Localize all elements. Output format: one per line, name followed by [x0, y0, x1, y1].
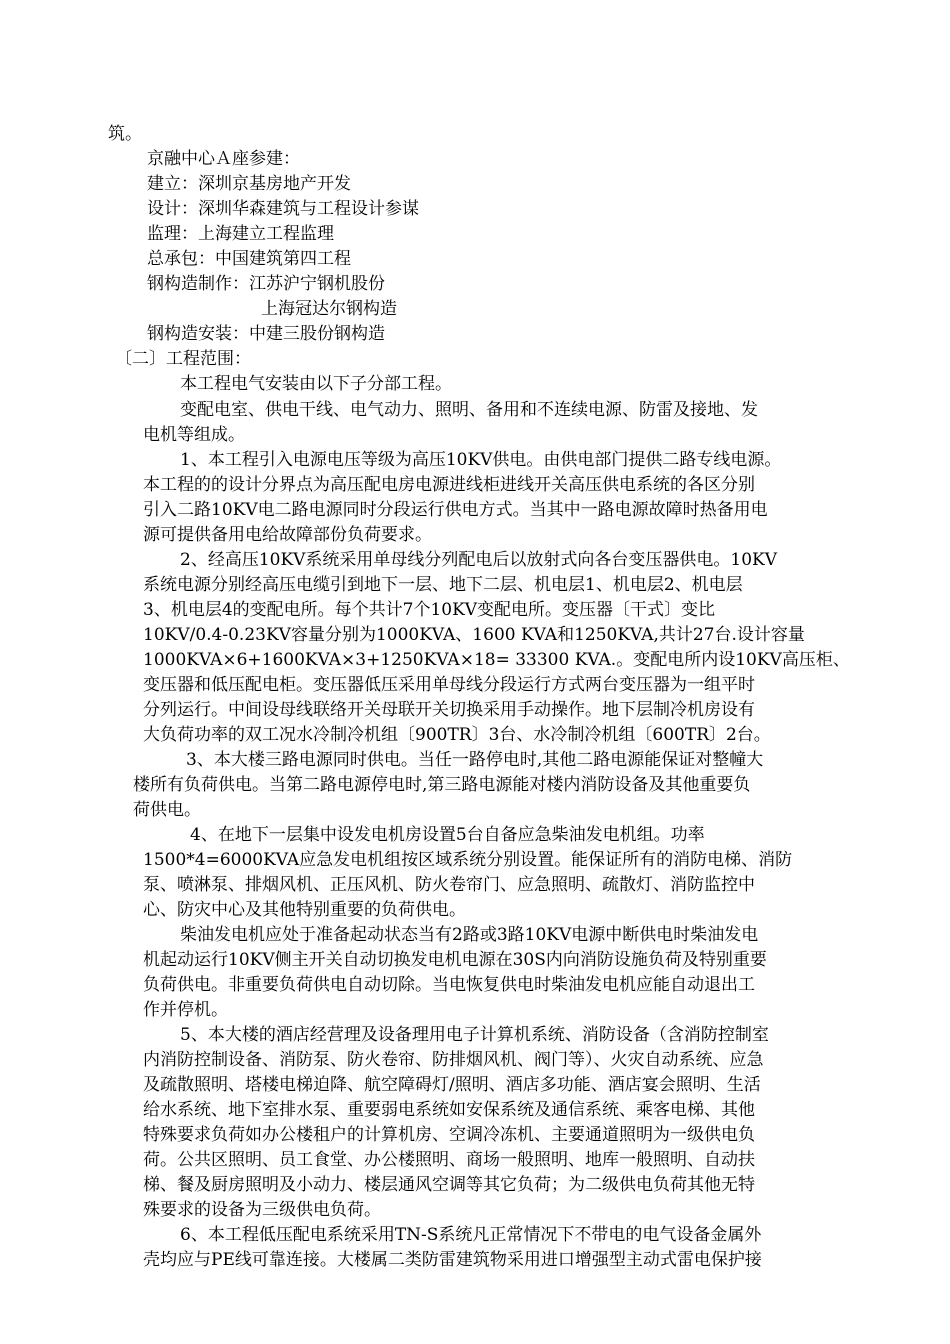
text-line: 5、本大楼的酒店经营理及设备理用电子计算机系统、消防设备（含消防控制室: [180, 1025, 769, 1045]
text-line: 荷。公共区照明、员工食堂、办公楼照明、商场一般照明、地库一般照明、自动扶: [143, 1150, 755, 1170]
text-line: 梯、餐及厨房照明及小动力、楼层通风空调等其它负荷；为二级供电负荷其他无特: [143, 1175, 755, 1195]
text-line: 殊要求的设备为三级供电负荷。: [143, 1200, 381, 1220]
text-line: 筑。: [108, 124, 142, 144]
text-line: 1、本工程引入电源电压等级为高压10KV供电。由供电部门提供二路专线电源。: [180, 450, 782, 470]
section-heading: 〔二〕工程范围：: [115, 349, 251, 369]
text-line: 荷供电。: [133, 800, 201, 820]
text-line: 楼所有负荷供电。当第二路电源停电时,第三路电源能对楼内消防设备及其他重要负: [133, 775, 751, 795]
text-line: 变配电室、供电干线、电气动力、照明、备用和不连续电源、防雷及接地、发: [180, 400, 758, 420]
text-line: 分列运行。中间设母线联络开关母联开关切换采用手动操作。地下层制冷机房设有: [143, 700, 755, 720]
text-line: 6、本工程低压配电系统采用TN-S系统凡正常情况下不带电的电气设备金属外: [180, 1225, 762, 1245]
text-line: 泵、喷淋泵、排烟风机、正压风机、防火卷帘门、应急照明、疏散灯、消防监控中: [143, 875, 755, 895]
text-line: 引入二路10KV电二路电源同时分段运行供电方式。当其中一路电源故障时热备用电: [143, 500, 768, 520]
text-line: 作并停机。: [143, 1000, 228, 1020]
text-line: 特殊要求负荷如办公楼租户的计算机房、空调冷冻机、主要通道照明为一级供电负: [143, 1125, 755, 1145]
text-line: 给水系统、地下室排水泵、重要弱电系统如安保系统及通信系统、乘客电梯、其他: [143, 1100, 755, 1120]
text-line: 内消防控制设备、消防泵、防火卷帘、防排烟风机、阀门等）、火灾自动系统、应急: [143, 1050, 764, 1070]
text-line: 京融中心Ａ座参建：: [147, 149, 300, 169]
text-line: 大负荷功率的双工况水冷制冷机组〔900TR〕3台、水冷制冷机组〔600TR〕2台。: [143, 725, 771, 745]
text-line: 源可提供备用电给故障部份负荷要求。: [143, 525, 432, 545]
text-line: 10KV/0.4-0.23KV容量分别为1000KVA、1600 KVA和1250KVA,共计27台.设计容量: [143, 625, 805, 645]
text-line: 1000KVA×6+1600KVA×3+1250KVA×18= 33300 KVA.。变配电所内设10KV高压柜、: [143, 650, 850, 670]
text-line: 心、防灾中心及其他特别重要的负荷供电。: [143, 900, 466, 920]
text-line: 4、在地下一层集中设发电机房设置5台自备应急柴油发电机组。功率: [190, 825, 705, 845]
text-line: 壳均应与PE线可靠连接。大楼属二类防雷建筑物采用进口增强型主动式雷电保护接: [143, 1250, 762, 1270]
text-line: 及疏散照明、塔楼电梯迫降、航空障碍灯/照明、酒店多功能、酒店宴会照明、生活: [143, 1075, 761, 1095]
text-line: 3、本大楼三路电源同时供电。当任一路停电时,其他二路电源能保证对整幢大: [186, 750, 764, 770]
text-line: 建立：深圳京基房地产开发: [147, 174, 351, 194]
text-line: 机起动运行10KV侧主开关自动切换发电机电源在30S内向消防设施负荷及特别重要: [143, 950, 767, 970]
text-line: 本工程的的设计分界点为高压配电房电源进线柜进线开关高压供电系统的各区分别: [143, 475, 755, 495]
text-line: 本工程电气安装由以下子分部工程。: [180, 374, 452, 394]
text-line: 总承包：中国建筑第四工程: [147, 249, 351, 269]
text-line: 负荷供电。非重要负荷供电自动切除。当电恢复供电时柴油发电机应能自动退出工: [143, 975, 755, 995]
text-line: 电机等组成。: [143, 425, 245, 445]
text-line: 柴油发电机应处于准备起动状态当有2路或3路10KV电源中断供电时柴油发电: [180, 925, 759, 945]
text-line: 监理：上海建立工程监理: [147, 224, 334, 244]
text-line: 3、机电层4的变配电所。每个共计7个10KV变配电所。变压器〔干式〕变比: [143, 600, 716, 620]
text-line: 上海冠达尔钢构造: [261, 299, 397, 319]
text-line: 1500*4=6000KVA应急发电机组按区域系统分别设置。能保证所有的消防电梯、消防: [143, 850, 793, 870]
text-line: 设计：深圳华森建筑与工程设计参谋: [147, 199, 419, 219]
text-line: 系统电源分别经高压电缆引到地下一层、地下二层、机电层1、机电层2、机电层: [143, 575, 743, 595]
text-line: 钢构造制作：江苏沪宁钢机股份: [147, 274, 385, 294]
text-line: 变压器和低压配电柜。变压器低压采用单母线分段运行方式两台变压器为一组平时: [143, 675, 755, 695]
text-line: 钢构造安装：中建三股份钢构造: [147, 324, 385, 344]
text-line: 2、经高压10KV系统采用单母线分列配电后以放射式向各台变压器供电。10KV: [180, 550, 778, 570]
